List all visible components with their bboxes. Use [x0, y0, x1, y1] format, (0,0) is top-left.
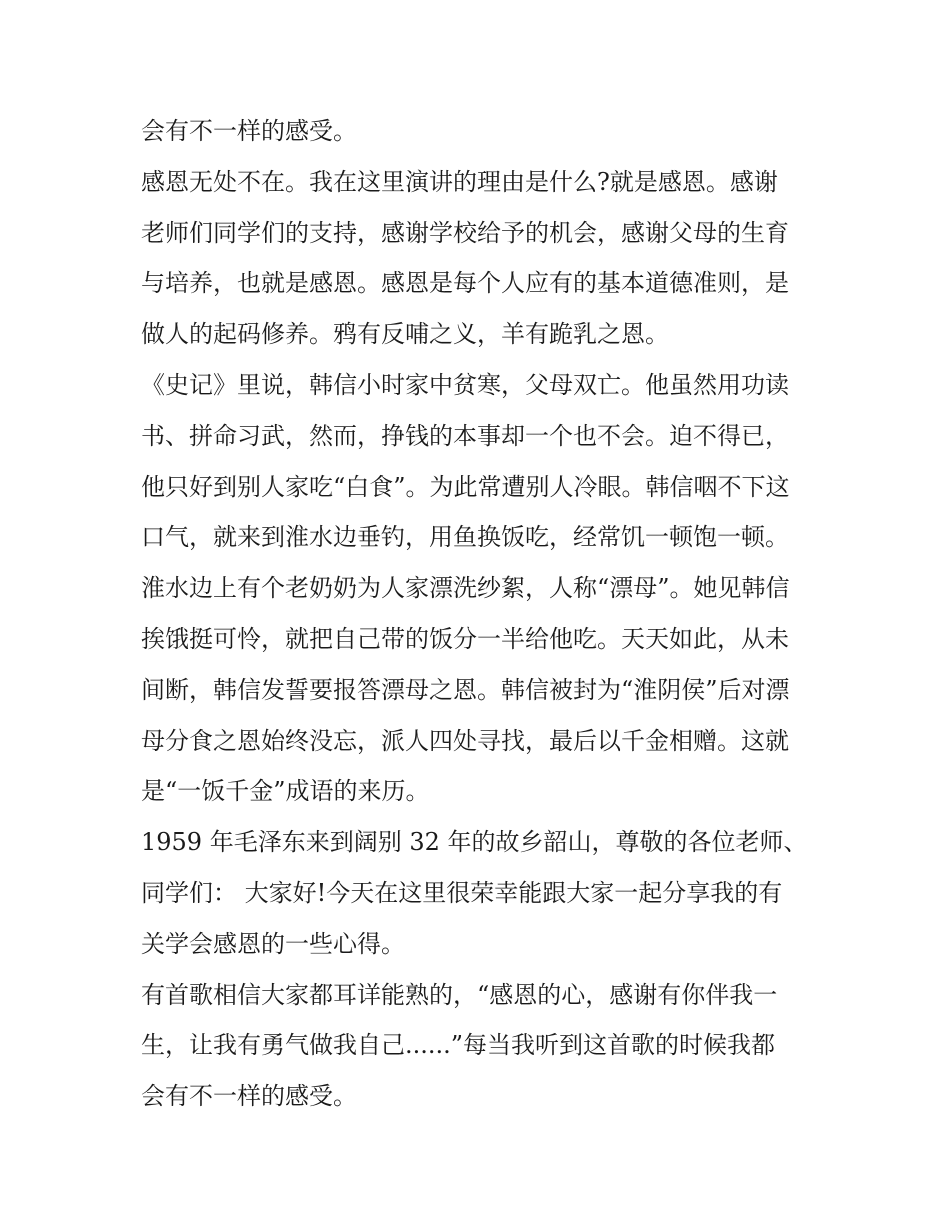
- text-line: 是“一饭千金”成语的来历。: [141, 777, 430, 806]
- text-line: 1959 年毛泽东来到阔别 32 年的故乡韶山，尊敬的各位老师、: [141, 828, 808, 857]
- text-line: 书、拼命习武，然而，挣钱的本事却一个也不会。迫不得已，: [141, 421, 789, 450]
- text-line: 间断，韩信发誓要报答漂母之恩。韩信被封为“淮阴侯”后对漂: [141, 675, 790, 704]
- document-body-text: [141, 106, 821, 1122]
- text-line: 淮水边上有个老奶奶为人家漂洗纱絮，人称“漂母”。她见韩信: [141, 574, 790, 603]
- text-line: 他只好到别人家吃“白食”。为此常遭别人冷眼。韩信咽不下这: [141, 472, 790, 501]
- text-line: 关学会感恩的一些心得。: [141, 929, 405, 958]
- text-line: 《史记》里说，韩信小时家中贫寒，父母双亡。他虽然用功读: [141, 370, 789, 399]
- text-line: 老师们同学们的支持，感谢学校给予的机会，感谢父母的生育: [141, 218, 789, 247]
- text-line: 感恩无处不在。我在这里演讲的理由是什么?就是感恩。感谢: [141, 167, 778, 196]
- text-line: 会有不一样的感受。: [141, 117, 357, 145]
- text-line: 与培养，也就是感恩。感恩是每个人应有的基本道德准则，是: [141, 269, 789, 298]
- text-line: 同学们： 大家好!今天在这里很荣幸能跟大家一起分享我的有: [141, 878, 783, 907]
- text-line: 会有不一样的感受。: [141, 1082, 357, 1111]
- text-line: 做人的起码修养。鸦有反哺之义，羊有跪乳之恩。: [141, 320, 669, 349]
- text-line: 有首歌相信大家都耳详能熟的，“感恩的心，感谢有你伴我一: [141, 980, 778, 1009]
- text-line: 挨饿挺可怜，就把自己带的饭分一半给他吃。天天如此，从未: [141, 624, 789, 653]
- text-line: 母分食之恩始终没忘，派人四处寻找，最后以千金相赠。这就: [141, 726, 789, 755]
- text-line: 生，让我有勇气做我自己......”每当我听到这首歌的时候我都: [141, 1031, 776, 1060]
- text-line: 口气，就来到淮水边垂钓，用鱼换饭吃，经常饥一顿饱一顿。: [141, 523, 789, 552]
